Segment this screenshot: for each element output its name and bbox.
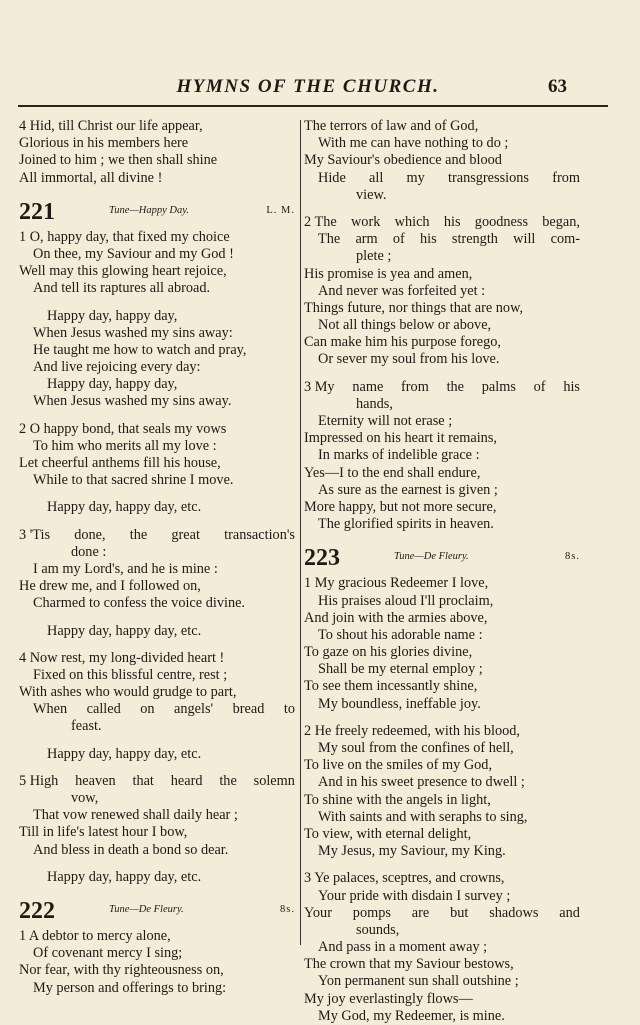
verse-line: To view, with eternal delight, [304, 825, 472, 842]
verse-line: To gaze on his glories divine, [304, 644, 473, 661]
verse-line: The arm of his strength will com- [318, 231, 580, 248]
chorus-line: When Jesus washed my sins away. [33, 393, 232, 410]
verse-line: 1 O, happy day, that fixed my choice [19, 228, 230, 245]
verse-line: My God, my Redeemer, is mine. [318, 1007, 505, 1024]
verse-line: Can make him his purpose forego, [304, 334, 501, 351]
refrain-line: Happy day, happy day, etc. [47, 868, 202, 885]
verse-line: My soul from the confines of hell, [318, 740, 514, 756]
hymn-meter: 8s. [565, 551, 580, 563]
verse-line: My Jesus, my Saviour, my King. [318, 843, 506, 860]
chorus-line: And live rejoicing every day: [33, 359, 201, 376]
verse-line: Nor fear, with thy righteousness on, [19, 962, 224, 979]
hymn-223-heading [304, 543, 580, 573]
verse-line: 3 My name from the palms of his [304, 378, 580, 395]
hymn-number: 223 [304, 545, 340, 572]
hymn-tune: Tune—De Fleury. [394, 551, 469, 563]
verse-line: To live on the smiles of my God, [304, 757, 493, 774]
hymn-meter: 8s. [280, 903, 295, 915]
verse-line: And bless in death a bond so dear. [33, 841, 229, 858]
verse-line: Not all things below or above, [318, 317, 492, 334]
verse-line: done : [71, 543, 107, 560]
page-number: 63 [548, 76, 567, 97]
verse-line: With me can have nothing to do ; [318, 135, 509, 152]
verse-line: To shine with the angels in light, [304, 791, 491, 808]
verse-line: 5 High heaven that heard the solemn [19, 772, 295, 789]
verse-line: And pass in a moment away ; [318, 939, 488, 956]
verse-line: sounds, [356, 921, 400, 938]
verse-line: vow, [71, 790, 99, 806]
hymn-221-heading [19, 197, 295, 227]
verse-line: To shout his adorable name : [318, 626, 483, 643]
verse-line: feast. [71, 718, 102, 735]
refrain-line: Happy day, happy day, etc. [47, 622, 202, 639]
verse-line: Impressed on his heart it remains, [304, 430, 497, 447]
chorus-line: Happy day, happy day, [47, 376, 178, 393]
hymn-222-heading [19, 896, 295, 926]
hymn-tune: Tune—De Fleury. [109, 903, 184, 915]
verse-line: His praises aloud I'll proclaim, [318, 592, 494, 609]
hymn-number: 222 [19, 897, 55, 924]
verse-line: Shall be my eternal employ ; [318, 661, 483, 678]
verse-line: My boundless, ineffable joy. [318, 695, 481, 712]
verse-line: I am my Lord's, and he is mine : [33, 560, 218, 577]
verse-line: 4 Hid, till Christ our life appear, [19, 118, 203, 134]
chorus-line: He taught me how to watch and pray, [33, 341, 247, 358]
verse-line: With ashes who would grudge to part, [19, 684, 237, 701]
verse-line: Or sever my soul from his love. [318, 351, 500, 368]
verse-line: Hide all my transgressions from [318, 169, 580, 186]
verse-line: That vow renewed shall daily hear ; [33, 807, 238, 824]
hymn-tune: Tune—Happy Day. [109, 204, 189, 216]
header-rule [18, 105, 608, 107]
verse-line: Till in life's latest hour I bow, [19, 824, 188, 841]
verse-line: Yes—I to the end shall endure, [304, 464, 481, 481]
verse-line: On thee, my Saviour and my God ! [33, 245, 234, 262]
verse-line: The crown that my Saviour bestows, [304, 956, 514, 973]
verse-line: The terrors of law and of God, [304, 118, 479, 134]
verse-line: Things future, nor things that are now, [304, 299, 524, 316]
verse-line: Eternity will not erase ; [318, 413, 453, 429]
verse-line: Of covenant mercy I sing; [33, 945, 183, 962]
verse-line: hands, [356, 395, 393, 412]
verse-line: Let cheerful anthems fill his house, [19, 455, 221, 471]
verse-line: Fixed on this blissful centre, rest ; [33, 666, 228, 683]
verse-line: plete ; [356, 248, 392, 265]
verse-line: To see them incessantly shine, [304, 678, 478, 695]
refrain-line: Happy day, happy day, etc. [47, 745, 202, 762]
verse-line: Yon permanent sun shall outshine ; [318, 973, 519, 990]
verse-line: His promise is yea and amen, [304, 265, 473, 282]
refrain-line: Happy day, happy day, etc. [47, 499, 202, 516]
left-column [19, 118, 295, 997]
verse-line: My person and offerings to bring: [33, 979, 227, 996]
hymn-number: 221 [19, 198, 55, 225]
verse-line: 2 He freely redeemed, with his blood, [304, 722, 520, 739]
verse-line: He drew me, and I followed on, [19, 578, 201, 595]
verse-line: When called on angels' bread to [33, 701, 295, 718]
running-header-title: HYMNS OF THE CHURCH. [176, 76, 440, 97]
verse-line: 2 O happy bond, that seals my vows [19, 420, 227, 437]
verse-line: Joined to him ; we then shall shine [19, 152, 218, 169]
verse-line: 2 The work which his goodness began, [304, 213, 580, 230]
verse-line: view. [356, 186, 387, 203]
verse-line: 4 Now rest, my long-divided heart ! [19, 649, 225, 666]
verse-line: The glorified spirits in heaven. [318, 516, 494, 533]
verse-line: Your pomps are but shadows and [304, 904, 580, 921]
verse-line: To him who merits all my love : [33, 437, 217, 454]
chorus-line: Happy day, happy day, [47, 307, 178, 324]
verse-line: In marks of indelible grace : [318, 447, 480, 464]
verse-line: Your pride with disdain I survey ; [318, 887, 511, 904]
verse-line: And tell its raptures all abroad. [33, 280, 211, 297]
verse-line: My joy everlastingly flows— [304, 990, 473, 1007]
verse-line: 1 A debtor to mercy alone, [19, 927, 171, 944]
verse-line: As sure as the earnest is given ; [318, 481, 498, 498]
verse-line: My Saviour's obedience and blood [304, 152, 502, 169]
right-column [304, 118, 580, 1025]
hymn-meter: L. M. [266, 204, 295, 216]
verse-line: More happy, but not more secure, [304, 498, 497, 515]
chorus-line: When Jesus washed my sins away: [33, 324, 233, 341]
verse-line: With saints and with seraphs to sing, [318, 808, 528, 825]
column-divider [300, 120, 301, 945]
verse-line: All immortal, all divine ! [19, 169, 163, 186]
verse-line: Glorious in his members here [19, 135, 189, 152]
verse-line: 3 'Tis done, the great transaction's [19, 526, 295, 543]
verse-line: 3 Ye palaces, sceptres, and crowns, [304, 870, 505, 887]
verse-line: Charmed to confess the voice divine. [33, 595, 246, 612]
verse-line: And never was forfeited yet : [318, 282, 486, 299]
verse-line: While to that sacred shrine I move. [33, 472, 234, 489]
verse-line: Well may this glowing heart rejoice, [19, 263, 227, 280]
verse-line: And in his sweet presence to dwell ; [318, 774, 525, 791]
verse-line: 1 My gracious Redeemer I love, [304, 575, 489, 592]
verse-line: And join with the armies above, [304, 609, 488, 626]
